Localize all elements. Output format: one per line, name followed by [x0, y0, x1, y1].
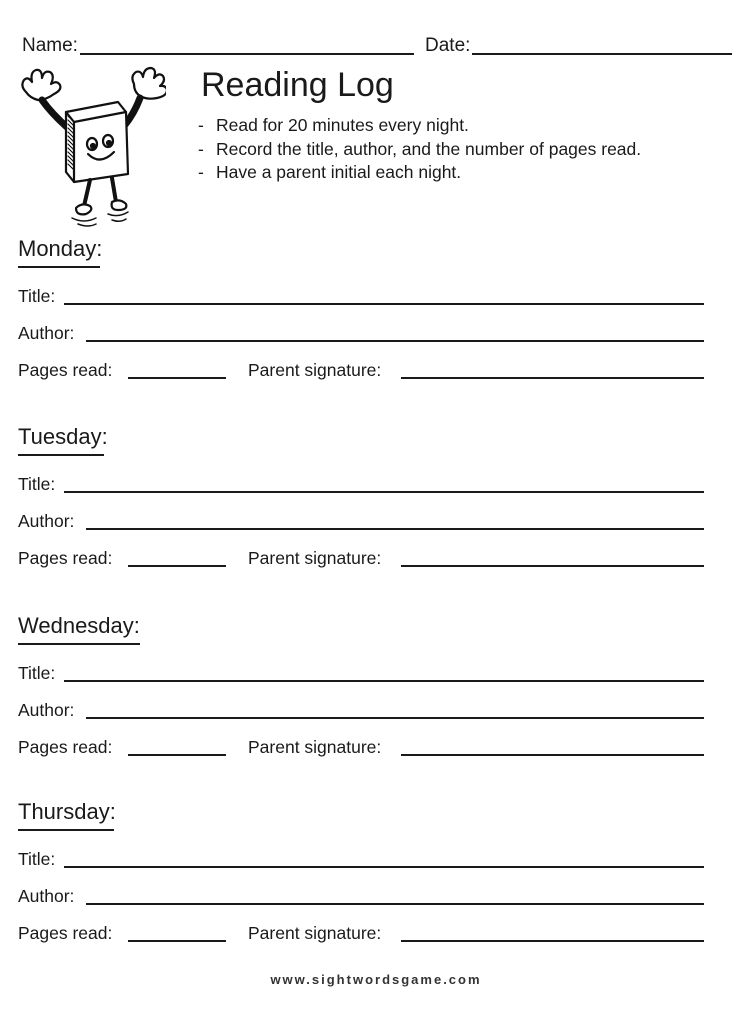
book-mascot-icon — [16, 62, 166, 227]
pages-read-label: Pages read: — [18, 923, 113, 943]
author-field[interactable] — [86, 340, 704, 342]
parent-signature-field[interactable] — [401, 940, 704, 942]
author-field[interactable] — [86, 903, 704, 905]
day-heading: Thursday: — [18, 799, 116, 824]
instruction-item: - Record the title, author, and the number of pages read. — [198, 138, 641, 162]
instruction-bullet: - — [198, 162, 204, 182]
parent-signature-field[interactable] — [401, 377, 704, 379]
title-label: Title: — [18, 286, 56, 306]
day-section-monday — [0, 237, 752, 427]
pages-read-field[interactable] — [128, 754, 226, 756]
pages-read-label: Pages read: — [18, 737, 113, 757]
author-label: Author: — [18, 886, 75, 906]
title-field[interactable] — [64, 491, 704, 493]
instruction-bullet: - — [198, 138, 204, 159]
author-label: Author: — [18, 511, 75, 531]
footer-website: www.sightwordsgame.com — [270, 972, 482, 987]
title-field[interactable] — [64, 680, 704, 682]
title-label: Title: — [18, 474, 56, 494]
pages-read-field[interactable] — [128, 940, 226, 942]
parent-signature-label: Parent signature: — [248, 548, 382, 568]
pages-read-field[interactable] — [128, 377, 226, 379]
instructions-list — [198, 114, 641, 185]
date-field[interactable] — [472, 53, 732, 55]
pages-read-label: Pages read: — [18, 360, 113, 380]
day-section-wednesday — [0, 614, 752, 804]
parent-signature-label: Parent signature: — [248, 923, 382, 943]
day-heading-underline — [18, 829, 114, 831]
pages-read-label: Pages read: — [18, 548, 113, 568]
instruction-item: - Read for 20 minutes every night. — [198, 114, 641, 138]
day-heading-underline — [18, 643, 140, 645]
day-heading: Monday: — [18, 236, 103, 261]
title-field[interactable] — [64, 303, 704, 305]
title-label: Title: — [18, 663, 56, 683]
title-label: Title: — [18, 849, 56, 869]
parent-signature-field[interactable] — [401, 565, 704, 567]
day-heading-underline — [18, 454, 104, 456]
day-section-tuesday — [0, 425, 752, 615]
name-label: Name: — [22, 35, 78, 56]
day-section-thursday — [0, 800, 752, 990]
day-heading-underline — [18, 266, 100, 268]
day-heading: Wednesday: — [18, 613, 140, 638]
page-title: Reading Log — [201, 66, 394, 104]
instruction-item: - Have a parent initial each night. — [198, 161, 641, 185]
title-field[interactable] — [64, 866, 704, 868]
date-label: Date: — [425, 35, 471, 56]
instruction-bullet: - — [198, 115, 204, 135]
author-field[interactable] — [86, 717, 704, 719]
day-heading: Tuesday: — [18, 424, 108, 449]
author-label: Author: — [18, 700, 75, 720]
parent-signature-field[interactable] — [401, 754, 704, 756]
author-label: Author: — [18, 323, 75, 343]
parent-signature-label: Parent signature: — [248, 360, 382, 380]
pages-read-field[interactable] — [128, 565, 226, 567]
name-field[interactable] — [80, 53, 414, 55]
parent-signature-label: Parent signature: — [248, 737, 382, 757]
author-field[interactable] — [86, 528, 704, 530]
